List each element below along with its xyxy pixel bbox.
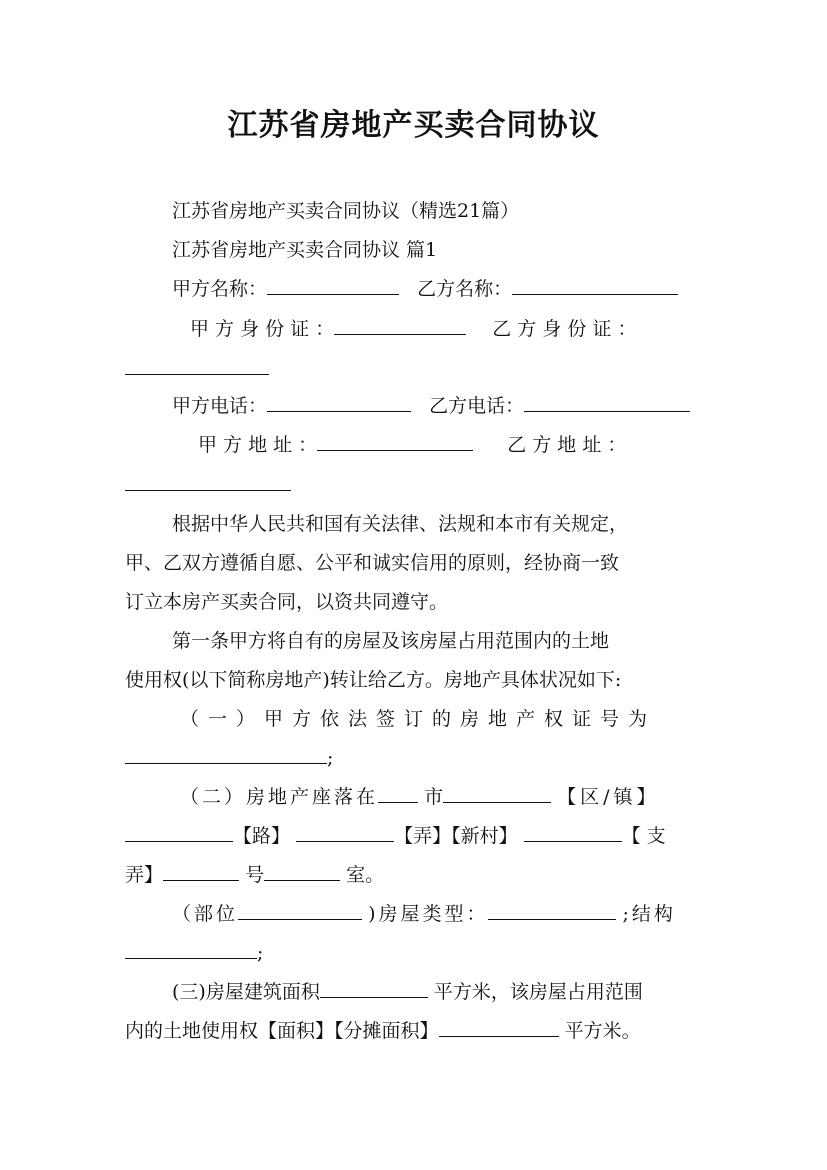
item-2-line-1 — [180, 784, 660, 810]
subtitle: 江苏省房地产买卖合同协议（精选21篇） — [172, 200, 520, 222]
number-blank — [163, 862, 239, 881]
structure-end: ; — [257, 942, 264, 964]
house-type-blank — [488, 901, 616, 920]
party-a-phone-label: 甲方电话： — [172, 395, 268, 417]
room-blank — [264, 862, 340, 881]
party-a-addr-label: 甲 方 地 址 ： — [198, 434, 318, 456]
item-3-line-2 — [125, 1018, 641, 1044]
room-label: 室。 — [346, 864, 385, 886]
article-1-line-2: 使用权(以下简称房地产)转让给乙方。房地产具体状况如下: — [125, 669, 622, 691]
house-type-label: )房屋类型： — [368, 903, 489, 925]
party-b-id-label: 乙 方 身 份 证 ： — [492, 318, 637, 340]
building-area-unit: 平方米，该房屋占用范围 — [433, 981, 643, 1003]
lane-blank — [296, 823, 394, 842]
sublane-label-end: 弄】 — [125, 864, 164, 886]
part-label: （部位 — [172, 903, 239, 925]
party-a-phone-blank — [267, 393, 411, 412]
party-b-name-blank — [512, 276, 678, 295]
party-a-id-label: 甲 方 身 份 证 ： — [190, 318, 335, 340]
party-addresses-row — [198, 432, 626, 458]
part-blank — [238, 901, 362, 920]
sublane-blank — [524, 823, 622, 842]
city-label: 市 — [424, 786, 444, 808]
item-2-line-5 — [125, 940, 263, 966]
building-area-label: (三)房屋建筑面积 — [172, 981, 320, 1003]
item-2-line-4 — [172, 901, 676, 927]
party-b-addr-blank — [125, 472, 291, 491]
party-a-name-blank — [267, 276, 399, 295]
item-1-line-2 — [125, 745, 333, 771]
party-a-name-label: 甲方名称： — [172, 278, 268, 300]
article-1-line-1: 第一条甲方将自有的房屋及该房屋占用范围内的土地 — [172, 630, 610, 652]
party-a-id-blank — [334, 316, 466, 335]
party-b-addr-row — [125, 472, 291, 498]
party-b-name-label: 乙方名称： — [417, 278, 513, 300]
structure-label: ;结构 — [622, 903, 676, 925]
party-ids-row — [190, 316, 636, 342]
structure-blank — [125, 940, 257, 959]
lane-label: 【弄】【新村】 — [394, 825, 518, 847]
party-names-row — [172, 276, 678, 302]
item-2-line-3 — [125, 862, 384, 888]
land-area-unit: 平方米。 — [564, 1020, 641, 1042]
party-b-addr-label: 乙 方 地 址 ： — [507, 434, 627, 456]
district-blank — [443, 784, 551, 803]
preamble-line-3: 订立本房产买卖合同，以资共同遵守。 — [125, 591, 449, 613]
building-area-blank — [320, 979, 428, 998]
sublane-label-start: 【支 — [621, 825, 672, 847]
road-label: 【路】 — [233, 825, 291, 847]
item-1-text: （一）甲方依法签订的房地产权证号为 — [180, 708, 657, 730]
certificate-number-blank — [125, 745, 327, 764]
city-blank — [378, 784, 418, 803]
section-heading: 江苏省房地产买卖合同协议 篇1 — [172, 239, 438, 261]
party-b-phone-blank — [524, 393, 690, 412]
party-b-id-blank — [125, 356, 269, 375]
item-1-end: ; — [327, 747, 334, 769]
land-area-label: 内的土地使用权【面积】【分摊面积】 — [125, 1020, 439, 1042]
party-b-id-row — [125, 356, 269, 382]
item-1-line-1 — [180, 706, 656, 732]
district-label: 【区/镇】 — [557, 786, 660, 808]
document-title: 江苏省房地产买卖合同协议 — [227, 108, 600, 143]
party-a-addr-blank — [317, 432, 473, 451]
preamble-line-2: 甲、乙双方遵循自愿、公平和诚实信用的原则，经协商一致 — [125, 552, 620, 574]
party-b-phone-label: 乙方电话： — [429, 395, 525, 417]
number-label: 号 — [245, 864, 265, 886]
road-blank — [125, 823, 233, 842]
preamble-line-1: 根据中华人民共和国有关法律、法规和本市有关规定， — [172, 513, 629, 535]
item-2-line-2 — [125, 823, 672, 849]
party-phones-row — [172, 393, 690, 419]
item-3-line-1 — [172, 979, 643, 1005]
item-2-location-label: （二）房地产座落在 — [180, 786, 379, 808]
land-area-blank — [439, 1018, 559, 1037]
